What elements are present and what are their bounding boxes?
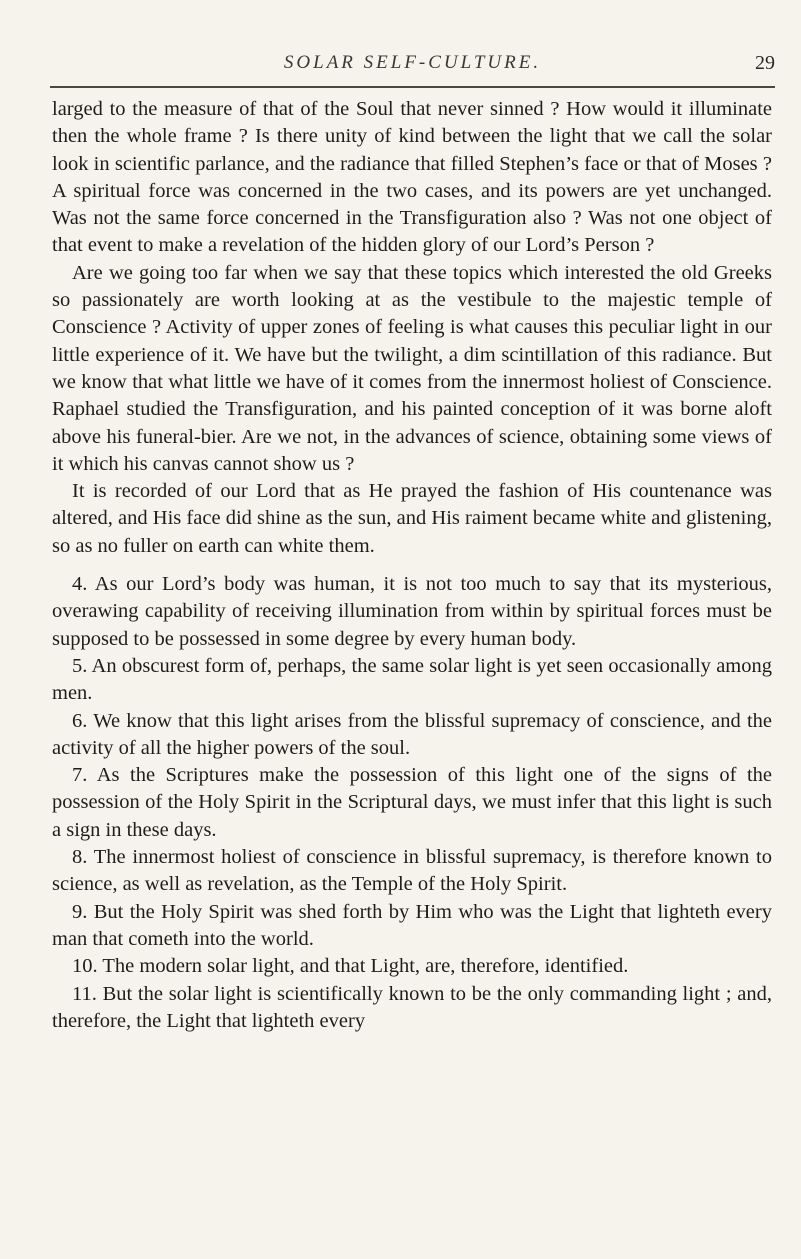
numbered-paragraph: 5. An obscurest form of, perhaps, the same solar light is yet seen occasionally among men. (52, 654, 772, 705)
numbered-paragraph: 8. The innermost holiest of conscience in blissful supremacy, is therefore known to science, as well as revelation, as the Temple of the Holy Spirit. (52, 846, 772, 896)
numbered-paragraph: 7. As the Scriptures make the possession of this light one of the signs of the possession of the Holy Spirit in the Scriptural days, we must infer that this light is such a sign in these days. (52, 764, 772, 841)
paragraph: larged to the measure of that of the Soul that never sinned ? How would it illuminate then the whole frame ? Is there unity of kind between the light that we call the solar look in scientific parlance, and the radiance that filled Stephen’s face or that of Moses ? A spiritual force was concerned in the two cases, and its powers are yet unchanged. Was not the same force concerned in the Transfiguration also ? Was not one object of that event to make a revelation of the hidden glory of our Lord’s Person ? (52, 98, 772, 257)
numbered-paragraph: 4. As our Lord’s body was human, it is not too much to say that its mysterious, overawing capability of receiving illumination from within by spiritual forces must be supposed to be possessed in some degree by every human body. (52, 573, 772, 650)
numbered-paragraph: 11. But the solar light is scientifically known to be the only commanding light ; and, therefore, the Light that lighteth every (52, 982, 772, 1032)
running-head (50, 52, 775, 82)
running-title: SOLAR SELF-CULTURE. (283, 52, 542, 73)
paragraph: Are we going too far when we say that these topics which interested the old Greeks so passionately are worth looking at as the vestibule to the majestic temple of Conscience ? Activity of upper zones of feeling is what causes this peculiar light in our little experience of it. We have but the twilight, a dim scintillation of this radiance. But we know that what little we have of it comes from the innermost holiest of Conscience. Raphael studied the Transfiguration, and his painted conception of it was borne aloft above his funeral-bier. Are we not, in the advances of science, obtaining some views of it which his canvas cannot show us ? (52, 261, 772, 475)
paragraph: It is recorded of our Lord that as He prayed the fashion of His countenance was altered, and His face did shine as the sun, and His raiment became white and glistening, so as no fuller on earth can white them. (52, 480, 772, 557)
body-text (52, 96, 772, 1035)
numbered-paragraph: 6. We know that this light arises from the blissful supremacy of conscience, and the activity of all the higher powers of the soul. (52, 709, 772, 759)
numbered-paragraph: 9. But the Holy Spirit was shed forth by Him who was the Light that lighteth every man that cometh into the world. (52, 900, 772, 950)
page-number: 29 (755, 52, 775, 74)
numbered-paragraph: 10. The modern solar light, and that Light, are, therefore, identified. (72, 955, 629, 978)
header-rule (50, 86, 775, 88)
